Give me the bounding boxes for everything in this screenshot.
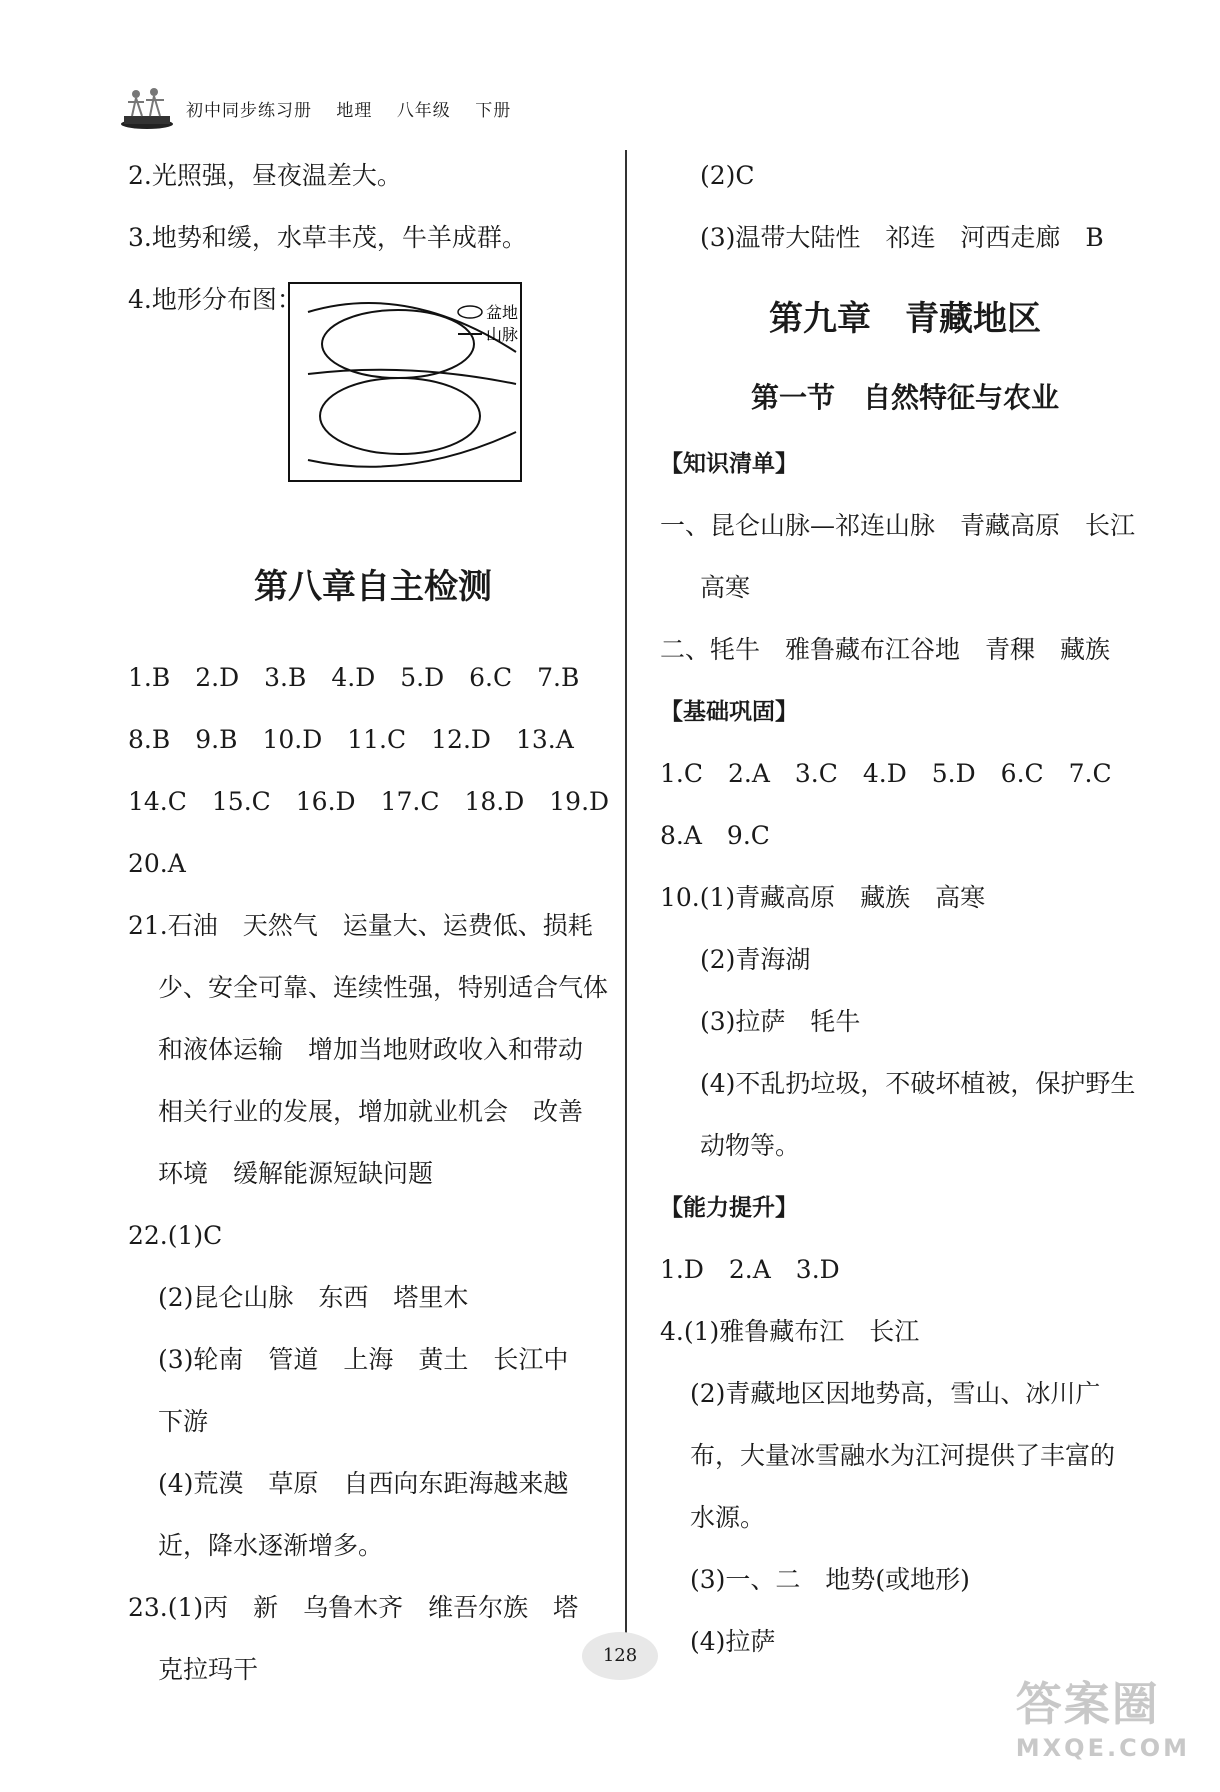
answer-line: 8.A 9.C: [660, 821, 770, 850]
legend-basin: 盆地: [486, 303, 519, 322]
answer-line: (3)温带大陆性 祁连 河西走廊 B: [700, 223, 1104, 252]
running-header: [118, 86, 638, 130]
terrain-map: [288, 282, 668, 482]
answer-line: 20.A: [128, 849, 186, 878]
answer-line: 4.(1)雅鲁藏布江 长江: [660, 1317, 920, 1346]
answer-line: 一、昆仑山脉—祁连山脉 青藏高原 长江: [660, 511, 1136, 540]
right-column: [660, 145, 1150, 1673]
answer-line: 22.(1)C: [128, 1221, 223, 1250]
answer-line: 10.(1)青藏高原 藏族 高寒: [660, 883, 986, 912]
answer-line: 23.(1)丙 新 乌鲁木齐 维吾尔族 塔: [128, 1593, 579, 1622]
answer-line: 1.B 2.D 3.B 4.D 5.D 6.C 7.B: [128, 663, 580, 692]
page-number: 128: [582, 1632, 658, 1680]
answer-line: (2)昆仑山脉 东西 塔里木: [158, 1283, 469, 1312]
chapter-title: 第八章自主检测: [254, 567, 492, 607]
answer-line: 和液体运输 增加当地财政收入和带动: [158, 1035, 584, 1064]
header-book: 初中同步练习册: [186, 100, 312, 121]
knowledge-tag: 【知识清单】: [660, 451, 798, 477]
section-title: 第一节 自然特征与农业: [750, 381, 1059, 414]
answer-line: (3)拉萨 牦牛: [700, 1007, 861, 1036]
legend-basin-icon: [458, 306, 482, 318]
answer-line: (4)拉萨: [690, 1627, 776, 1656]
answer-line: 3.地势和缓，水草丰茂，牛羊成群。: [128, 223, 527, 252]
answer-line: (3)轮南 管道 上海 黄土 长江中: [158, 1345, 569, 1374]
basin-ellipse: [322, 310, 474, 378]
chapter-title: 第九章 青藏地区: [769, 299, 1041, 339]
answer-line: 二、牦牛 雅鲁藏布江谷地 青稞 藏族: [660, 635, 1111, 664]
answer-line: 1.D 2.A 3.D: [660, 1255, 840, 1284]
map-label: 4.地形分布图：: [128, 285, 302, 314]
legend-mountain: 山脉: [486, 325, 519, 344]
watermark-main: 答案圈: [1015, 1677, 1160, 1731]
header-subject: 地理: [336, 100, 373, 121]
book-logo-icon: [118, 86, 176, 130]
answer-line: 下游: [158, 1407, 209, 1436]
answer-line: 少、安全可靠、连续性强，特别适合气体: [158, 973, 609, 1002]
answer-line: (2)青藏地区因地势高，雪山、冰川广: [690, 1379, 1101, 1408]
answer-line: 2.光照强，昼夜温差大。: [128, 161, 402, 190]
answer-line: 克拉玛干: [158, 1655, 259, 1684]
watermark-sub: MXQE.COM: [1015, 1734, 1190, 1762]
header-grade: 八年级: [396, 100, 451, 121]
answer-line: 高寒: [700, 573, 751, 602]
answer-line: 8.B 9.B 10.D 11.C 12.D 13.A: [128, 725, 574, 754]
answer-line: 14.C 15.C 16.D 17.C 18.D 19.D: [128, 787, 610, 816]
answer-line: (4)荒漠 草原 自西向东距海越来越: [158, 1469, 569, 1498]
answer-line: 1.C 2.A 3.C 4.D 5.D 6.C 7.C: [660, 759, 1112, 788]
ability-tag: 【能力提升】: [660, 1195, 798, 1221]
mountain-line: [308, 432, 516, 467]
basic-tag: 【基础巩固】: [660, 699, 798, 725]
watermark-logo: [1016, 1668, 1190, 1762]
answer-line: 环境 缓解能源短缺问题: [158, 1159, 434, 1188]
answer-line: (4)不乱扔垃圾，不破坏植被，保护野生: [700, 1069, 1136, 1098]
answer-line: 动物等。: [700, 1131, 801, 1160]
header-title: [186, 96, 529, 121]
answer-line: (3)一、二 地势(或地形): [690, 1565, 970, 1594]
header-volume: 下册: [475, 100, 512, 121]
answer-line: 相关行业的发展，增加就业机会 改善: [158, 1097, 584, 1126]
answer-line: 布，大量冰雪融水为江河提供了丰富的: [690, 1441, 1116, 1470]
answer-line: 近，降水逐渐增多。: [158, 1531, 384, 1560]
answer-line: (2)青海湖: [700, 945, 811, 974]
answer-line: 水源。: [690, 1503, 766, 1532]
basin-ellipse: [320, 378, 480, 454]
answer-line: 21.石油 天然气 运量大、运费低、损耗: [128, 911, 593, 940]
answer-line: (2)C: [700, 161, 755, 190]
